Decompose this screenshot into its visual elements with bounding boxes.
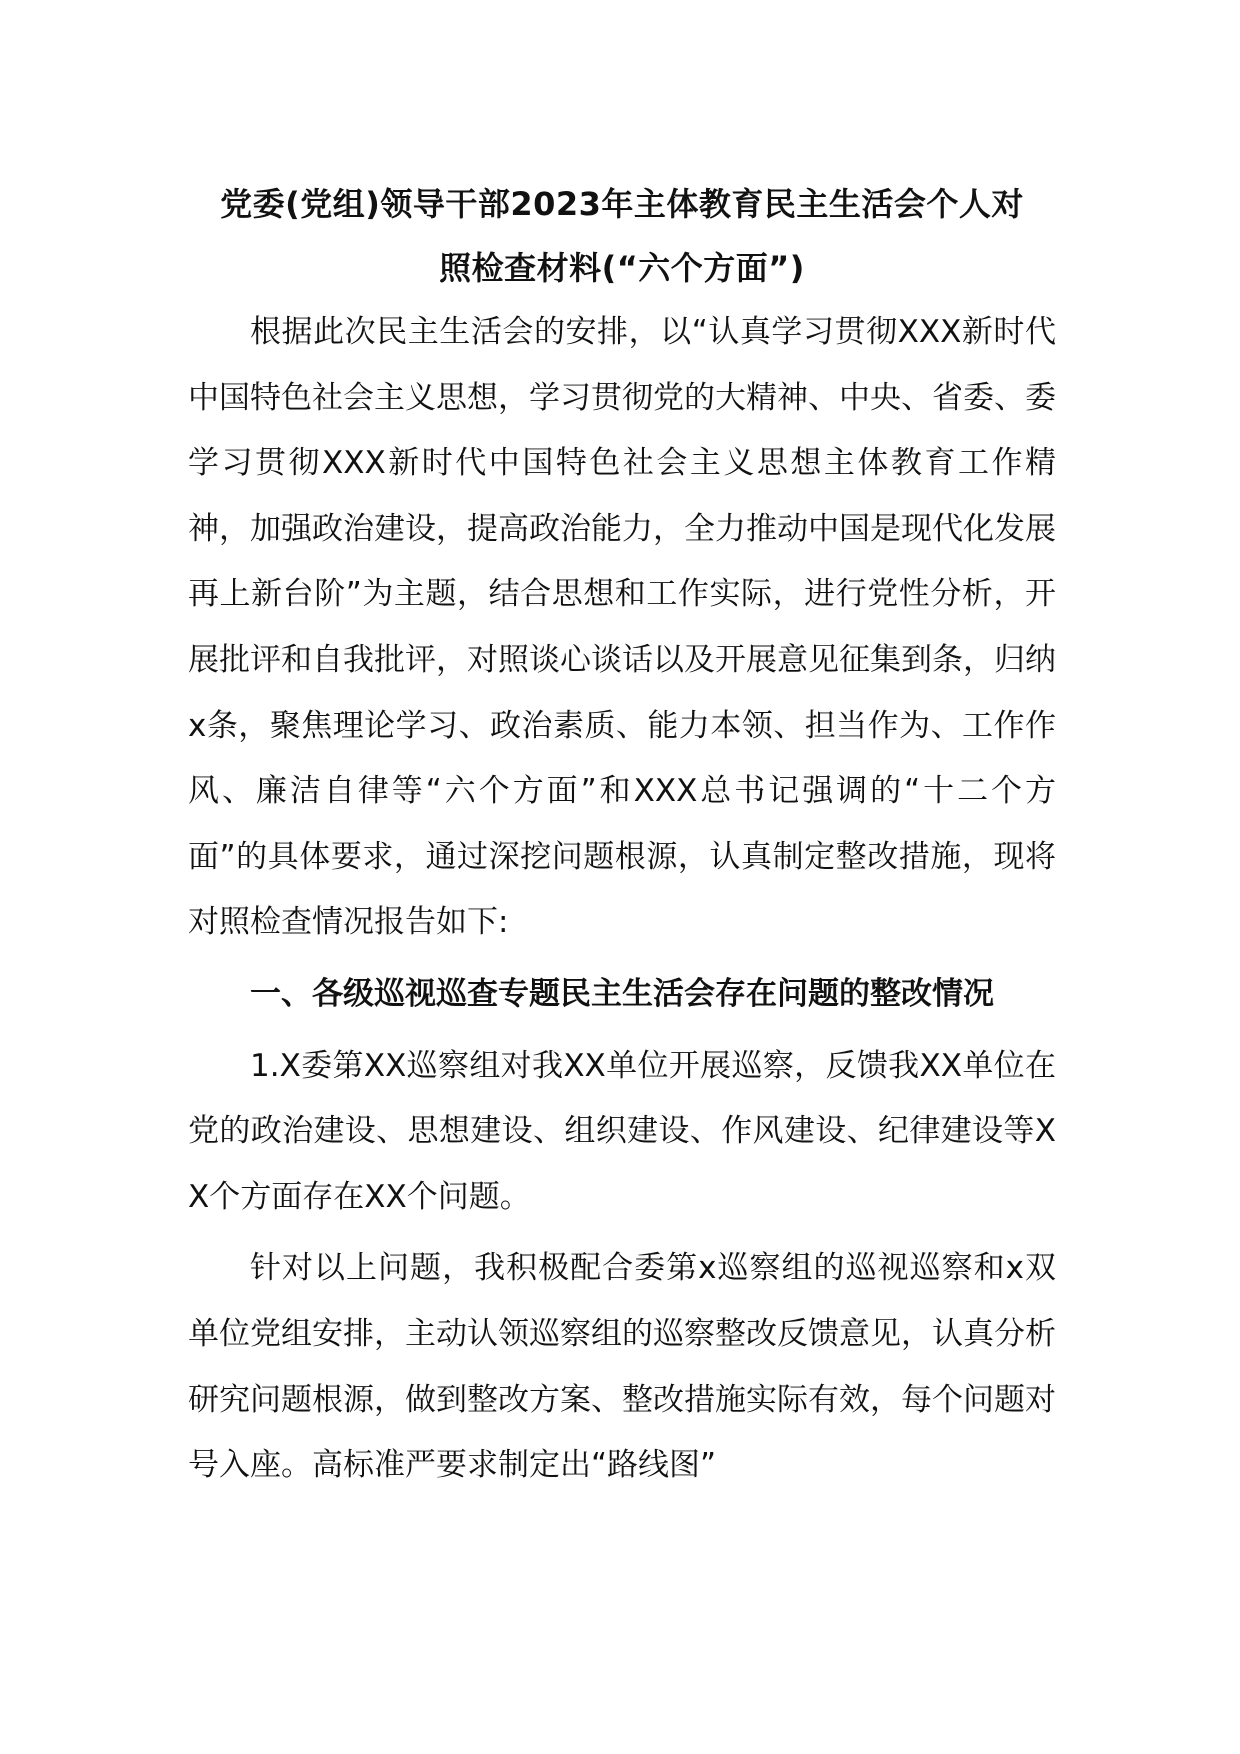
document-page (188, 172, 1056, 1499)
section-1-heading: 一、各级巡视巡查专题民主生活会存在问题的整改情况 (250, 975, 994, 1012)
item-1-paragraph: 1.X委第XX巡察组对我XX单位开展巡察，反馈我XX单位在党的政治建设、思想建设、组织建设、作风建设、纪律建设等XX个方面存在XX个问题。 (188, 1047, 1056, 1215)
document-title-line-1: 党委(党组)领导干部2023年主体教育民主生活会个人对 (220, 185, 1024, 223)
intro-paragraph: 根据此次民主生活会的安排，以“认真学习贯彻XXX新时代中国特色社会主义思想，学习贯彻党的大精神、中央、省委、委学习贯彻XXX新时代中国特色社会主义思想主体教育工作精神，加强政治建设，提高政治能力，全力推动中国是现代化发展再上新台阶”为主题，结合思想和工作实际，进行党性分析，开展批评和自我批评，对照谈心谈话以及开展意见征集到条，归纳x条，聚焦理论学习、政治素质、能力本领、担当作为、工作作风、廉洁自律等“六个方面”和XXX总书记强调的“十二个方面”的具体要求，通过深挖问题根源，认真制定整改措施，现将对照检查情况报告如下: (188, 314, 1056, 941)
document-title-line-2: 照检查材料(“六个方面”) (439, 249, 805, 287)
item-1-followup-paragraph: 针对以上问题，我积极配合委第x巡察组的巡视巡察和x双单位党组安排，主动认领巡察组的巡察整改反馈意见，认真分析研究问题根源，做到整改方案、整改措施实际有效，每个问题对号入座。高标准严要求制定出“路线图” (188, 1250, 1056, 1484)
